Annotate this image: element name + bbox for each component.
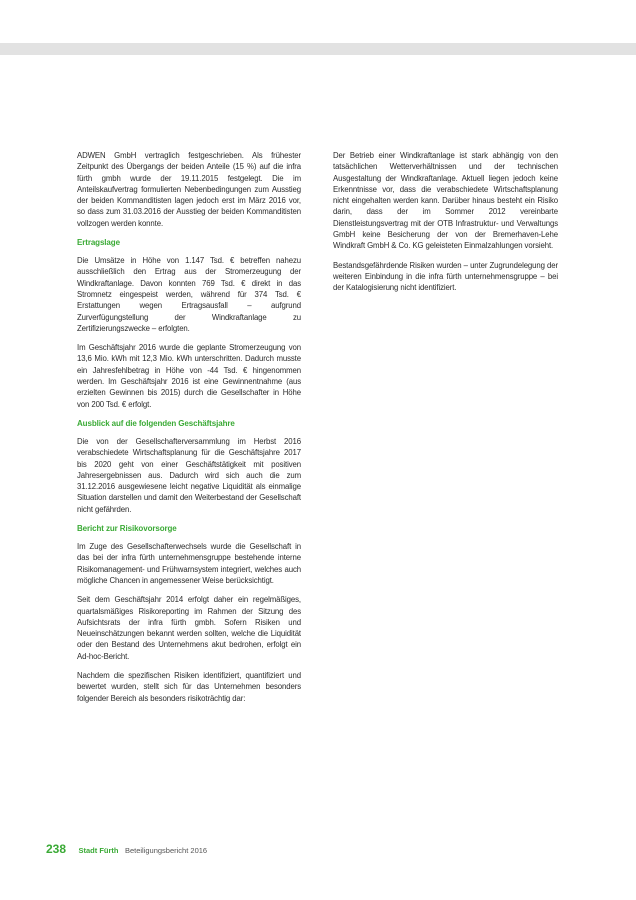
paragraph-spezifische-risiken: Nachdem die spezifischen Risiken identifiziert, quantifiziert und bewertet wurden, stellt sich für das Unternehmen besonders folgender Bereich als besonders risikoträchtig dar:: [77, 670, 301, 703]
heading-risikovorsorge: Bericht zur Risikovorsorge: [77, 524, 177, 534]
footer-brand: Stadt Fürth: [78, 846, 119, 855]
right-column: [333, 150, 558, 302]
heading-ausblick: Ausblick auf die folgenden Geschäftsjahre: [77, 418, 235, 428]
page-footer: [46, 840, 207, 858]
paragraph-umsaetze: Die Umsätze in Höhe von 1.147 Tsd. € betreffen nahezu ausschließlich den Ertrag aus der Stromerzeugung der Windkraftanlage. Davon konnten 769 Tsd. € direkt in das Stromnetz eingespeist werden, während für 374 Tsd. € Erstattungen wegen Ertragsausfall – aufgrund Zurverfügungstellung der Windkraftanlage zu Zertifizierungszwecke – erfolgten.: [77, 256, 301, 333]
paragraph-geschaeftsjahr: Im Geschäftsjahr 2016 wurde die geplante Stromerzeugung von 13,6 Mio. kWh mit 12,3 Mio. kWh unterschritten. Dadurch musste ein Jahresfehlbetrag in Höhe von -44 Tsd. € hingenommen werden. Im Geschäftsjahr 2016 ist eine Gewinnentnahme (aus erzielten Gewinnen bis 2015) durch die Gesellschafter in Höhe von 200 Tsd. € erfolgt.: [77, 343, 301, 409]
page-number: 238: [46, 842, 67, 856]
heading-ertragslage: Ertragslage: [77, 238, 120, 248]
paragraph-risikoreporting: Seit dem Geschäftsjahr 2014 erfolgt daher ein regelmäßiges, quartalsmäßiges Risikoreporting im Rahmen der Sitzung des Aufsichtsrats der infra fürth gmbh. Sofern Risiken und Neueinschätzungen bekannt werden sollten, welche die Liquidität oder den Bestand des Unternehmens akut bedrohen, erfolgt ein Ad-hoc-Bericht.: [77, 595, 301, 661]
paragraph-windkraft-betrieb: Der Betrieb einer Windkraftanlage ist stark abhängig von den tatsächlichen Wetterverhältnissen und der technischen Ausgestaltung der Windkraftanlage. Aktuell liegen jedoch keine Erkenntnisse vor, dass die verabschiedete Wirtschaftsplanung nicht eingehalten werden kann. Darüber hinaus besteht ein Risiko darin, dass der im Sommer 2012 vereinbarte Dienstleistungsvertrag mit der OTB Infrastruktur- und Verwaltungs GmbH keine Besicherung der von der Bremerhaven-Lehe Windkraft GmbH & Co. KG geleisteten Einmalzahlungen vorsieht.: [333, 151, 558, 251]
paragraph-bestandsgefaehrdend: Bestandsgefährdende Risiken wurden – unter Zugrundelegung der weiteren Einbindung in die infra fürth unternehmensgruppe – bei der Katalogisierung nicht identifiziert.: [333, 260, 558, 293]
left-column: [77, 150, 301, 712]
paragraph-gesellschafterwechsel: Im Zuge des Gesellschafterwechsels wurde die Gesellschaft in das bei der infra fürth unternehmensgruppe bestehende interne Risikomanagement- und Frühwarnsystem integriert, welches auch mögliche Chancen in angemessener Weise berücksichtigt.: [77, 542, 301, 585]
header-band: [0, 43, 636, 55]
paragraph-adwen: ADWEN GmbH vertraglich festgeschrieben. Als frühester Zeitpunkt des Übergangs der beiden Anteile (15 %) auf die infra fürth gmbh wurde der 19.11.2015 festgelegt. Die im Anteilskaufvertrag formulierten Nebenbedingungen zum Ausstieg der beiden Kommanditisten lagen jedoch erst im März 2016 vor, so dass zum 31.03.2016 der Ausstieg der beiden Kommanditisten vollzogen werden konnte.: [77, 151, 301, 228]
footer-title: Beteiligungsbericht 2016: [124, 846, 208, 855]
paragraph-wirtschaftsplanung: Die von der Gesellschafterversammlung im Herbst 2016 verabschiedete Wirtschaftsplanung für die Geschäftsjahre 2017 bis 2020 geht von einer Geschäftstätigkeit mit positiven Jahresergebnissen aus. Dadurch wird sich auch die zum 31.12.2016 ausgewiesene leicht negative Liquidität als einmalige Situation darstellen und damit den Weiterbestand der Gesellschaft nicht gefährden.: [77, 436, 301, 514]
